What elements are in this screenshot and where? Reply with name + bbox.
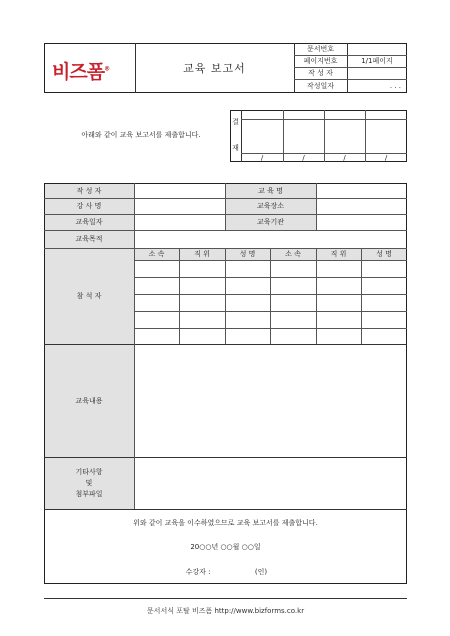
attendee-entry-area[interactable] — [134, 260, 407, 344]
approval-date-slash-3: / — [343, 153, 346, 162]
meta-value-date[interactable]: . . . — [389, 82, 401, 90]
label-etc — [44, 457, 134, 509]
approval-date-slash-4: / — [384, 153, 388, 162]
attendee-col-position-1: 직 위 — [194, 250, 210, 258]
field-period[interactable] — [316, 214, 407, 230]
field-date[interactable] — [134, 214, 225, 230]
approval-signature-4[interactable] — [365, 120, 407, 153]
label-instructor: 강 사 명 — [76, 202, 102, 210]
approval-date-slash-2: / — [302, 153, 305, 162]
field-writer[interactable] — [134, 183, 225, 198]
attendee-col-affiliation-1: 소 속 — [148, 250, 165, 258]
field-place[interactable] — [316, 198, 407, 214]
closing-seal: (인) — [254, 568, 268, 576]
label-purpose: 교육목적 — [75, 235, 103, 243]
meta-label-author: 작 성 자 — [308, 69, 333, 77]
intro-text: 아래와 같이 교육 보고서를 제출합니다. — [81, 131, 201, 139]
closing-signer-field[interactable] — [218, 565, 254, 579]
meta-label-date: 작성일자 — [306, 82, 335, 90]
label-etc-line3: 첨부파일 — [75, 489, 103, 498]
label-attendees: 참 석 자 — [76, 292, 102, 300]
field-content[interactable] — [134, 344, 407, 457]
attendee-col-position-2: 직 위 — [330, 250, 347, 258]
attendee-col-name-1: 성 명 — [239, 250, 256, 258]
attendee-col-name-2: 성 명 — [376, 250, 392, 258]
logo-text: 비즈폼 — [52, 61, 105, 83]
document-title: 교육 보고서 — [183, 62, 246, 75]
meta-value-author[interactable] — [347, 67, 407, 79]
closing-statement: 위와 같이 교육을 이수하였으므로 교육 보고서를 제출합니다. — [133, 519, 318, 527]
label-place: 교육장소 — [256, 202, 285, 210]
label-etc-line1: 기타사항 — [75, 467, 103, 476]
meta-value-doc-number[interactable] — [347, 43, 407, 55]
field-purpose[interactable] — [134, 230, 407, 248]
approval-signature-2[interactable] — [283, 120, 324, 153]
field-etc[interactable] — [134, 457, 407, 509]
label-date: 교육일자 — [75, 218, 103, 226]
meta-label-page-number: 페이지번호 — [303, 57, 338, 65]
approval-side-label-bottom: 재 — [232, 144, 239, 152]
field-course-name[interactable] — [316, 183, 407, 198]
meta-value-page-number: 1/1페이지 — [361, 57, 393, 65]
approval-signature-3[interactable] — [324, 120, 365, 153]
label-writer: 작 성 자 — [76, 186, 102, 195]
closing-date: 20○○년 ○○월 ○○일 — [190, 543, 261, 551]
approval-side-label-top: 결 — [232, 118, 239, 126]
label-content: 교육내용 — [75, 396, 103, 405]
field-instructor[interactable] — [134, 198, 225, 214]
registered-mark: ® — [104, 65, 110, 73]
meta-label-doc-number: 문서번호 — [306, 45, 335, 53]
closing-signer-label: 수강자 : — [185, 568, 211, 576]
footer-divider — [44, 598, 407, 599]
approval-date-slash-1: / — [260, 153, 264, 162]
bizforms-logo — [52, 57, 109, 84]
label-period: 교육기관 — [256, 218, 285, 226]
label-etc-line2: 및 — [85, 478, 93, 487]
approval-signature-1[interactable] — [241, 120, 283, 153]
attendee-col-affiliation-2: 소 속 — [285, 250, 301, 258]
footer-text: 문서서식 포탈 비즈폼 http://www.bizforms.co.kr — [146, 607, 305, 615]
label-course-name: 교 육 명 — [258, 186, 283, 195]
